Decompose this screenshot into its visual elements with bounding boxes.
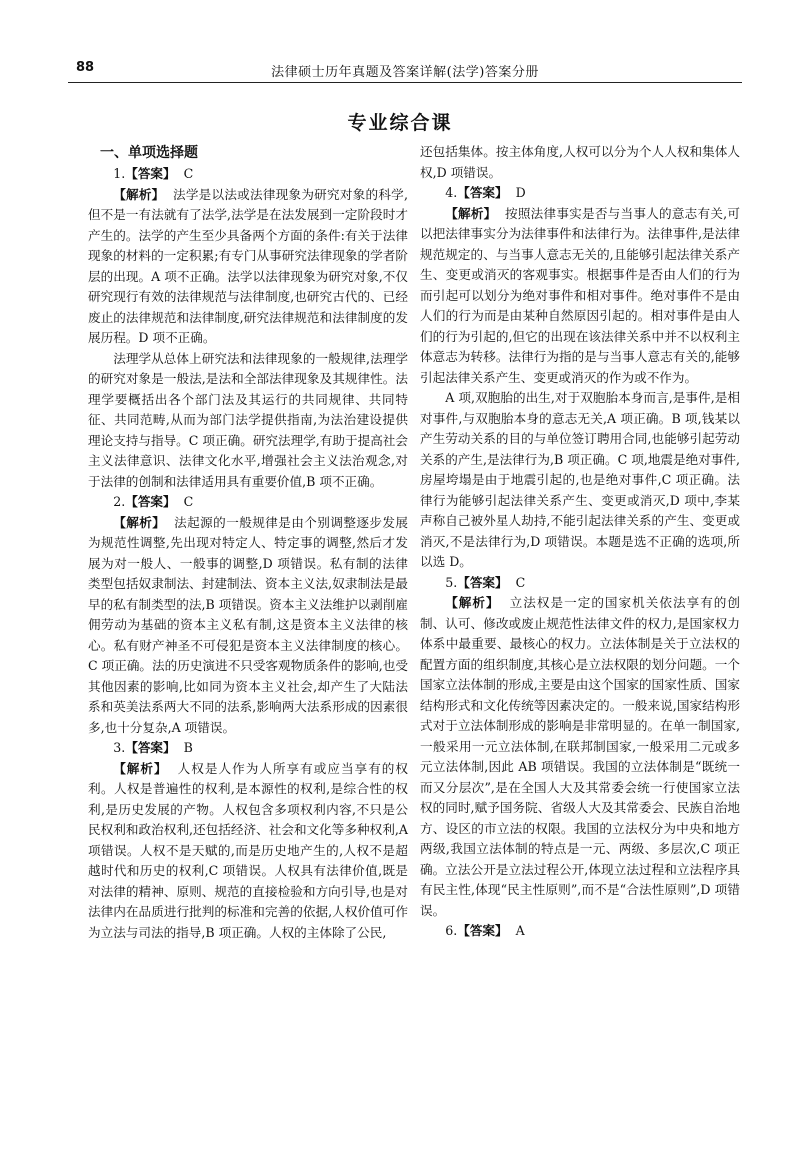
answer-value: D — [515, 185, 526, 200]
analysis-paragraph: 【解析】 按照法律事实是否与当事人的意志有关,可以把法律事实分为法律事件和法律行为。法律事件,是法律规范规定的、与当事人意志无关的,且能够引起法律关系产生、变更或消灭的客观事实。根据事件是否由人们的行为而引起可以划分为绝对事件和相对事件。绝对事件不是由人们的行为而是由某种自然原因引起的。相对事件是由人们的行为引起的,但它的出现在该法律关系中并不以权利主体意志为转移。法律行为指的是与当事人意志有关的,能够引起法律关系产生、变更或消灭的作为或不作为。 — [420, 205, 740, 385]
analysis-paragraph: 【解析】 法起源的一般规律是由个别调整逐步发展为规范性调整,先出现对特定人、特定事的调整,然后才发展为对一般人、一般事的调整,D 项错误。私有制的法律类型包括奴隶制法、封建制法、资本主义法,奴隶制法是最早的私有制类型的法,B 项错误。资本主义法维护以剥削雇佣劳动为基础的资本主义私有制,这是资本主义法律的核心。私有财产神圣不可侵犯是资本主义法律制度的核心。C 项正确。法的历史演进不只受客观物质条件的影响,也受其他因素的影响,比如同为资本主义社会,却产生了大陆法系和英美法系两大不同的法系,影响两大法系形成的因素很多,也十分复杂,A 项错误。 — [88, 514, 409, 735]
answer-line: 6.【答案】 A — [445, 923, 525, 938]
answer-value: B — [183, 740, 193, 755]
answer-line: 5.【答案】 C — [445, 574, 526, 590]
answer-line: 2.【答案】 C — [113, 494, 194, 509]
analysis-paragraph: 还包括集体。按主体角度,人权可以分为个人人权和集体人权,D 项错误。 — [420, 144, 740, 180]
answer-value: C — [183, 494, 194, 509]
analysis-paragraph: 法理学从总体上研究法和法律现象的一般规律,法理学的研究对象是一般法,是法和全部法律现象及其规律性。法理学要概括出各个部门法及其运行的共同规律、共同特征、共同范畴,从而为部门法学提供指南,为法治建设提供理论支持与指导。C 项正确。研究法理学,有助于提高社会主义法律意识、法律文化水平,增强社会主义法治观念,对于法律的创制和法律适用具有重要价值,B 项不正确。 — [88, 350, 408, 489]
page-title: 专业综合课 — [347, 112, 453, 134]
answer-line: 4.【答案】 D — [445, 185, 526, 200]
analysis-paragraph: 【解析】 人权是人作为人所享有或应当享有的权利。人权是普遍性的权利,是本源性的权利,是综合性的权利,是历史发展的产物。人权包含多项权利内容,不只是公民权利和政治权利,还包括经济、社会和文化等多种权利,A 项错误。人权不是天赋的,而是历史地产生的,人权不是超越时代和历史的权利,C 项错误。人权具有法律价值,既是对法律的精神、原则、规范的直接检验和方向引导,也是对法律内在品质进行批判的标准和完善的依据,人权价值可作为立法与司法的指导,B 项正确。人权的主体除了公民, — [88, 760, 409, 940]
analysis-paragraph: 【解析】 法学是以法或法律现象为研究对象的科学,但不是一有法就有了法学,法学是在法发展到一定阶段时才产生的。法学的产生至少具备两个方面的条件:有关于法律现象的材料的一定积累;有专门从事研究法律现象的学者阶层的出现。A 项不正确。法学以法律现象为研究对象,不仅研究现行有效的法律规范与法律制度,也研究古代的、已经废止的法律规范和法律制度,研究法律规范和法律制度的发展历程。D 项不正确。 — [88, 186, 408, 345]
answer-line: 1.【答案】 C — [113, 166, 194, 181]
answer-value: C — [183, 166, 194, 181]
running-title: 法律硕士历年真题及答案详解(法学)答案分册 — [271, 65, 539, 80]
section-title: 一、单项选择题 — [100, 145, 198, 161]
analysis-paragraph: A 项,双胞胎的出生,对于双胞胎本身而言,是事件,是相对事件,与双胞胎本身的意志无关,A 项正确。B 项,钱某以产生劳动关系的目的与单位签订聘用合同,也能够引起劳动关系的产生,是法律行为,B 项正确。C 项,地震是绝对事件,房屋垮塌是由于地震引起的,也是绝对事件,C 项正确。法律行为能够引起法律关系产生、变更或消灭,D 项中,李某声称自己被外星人劫持,不能引起法律关系的产生、变更或消灭,不是法律行为,D 项错误。本题是选不正确的选项,所以选 D。 — [420, 390, 740, 569]
page-number: 88 — [76, 60, 95, 75]
left-column — [88, 142, 408, 943]
answer-line: 3.【答案】 B — [113, 740, 193, 755]
answer-value: A — [515, 923, 525, 938]
page-header — [68, 60, 742, 83]
right-column — [420, 142, 740, 942]
answer-value: C — [515, 574, 526, 590]
analysis-paragraph: 【解析】 立法权是一定的国家机关依法享有的创制、认可、修改或废止规范性法律文件的权力,是国家权力体系中最重要、最核心的权力。立法体制是关于立法权的配置方面的组织制度,其核心是立法权限的划分问题。一个国家立法体制的形成,主要是由这个国家的国家性质、国家结构形式和文化传统等因素决定的。一般来说,国家结构形式对于立法体制形成的影响是非常明显的。在单一制国家,一般采用一元立法体制,在联邦制国家,一般采用二元或多元立法体制,因此 AB 项错误。我国的立法体制是“既统一而又分层次”,是在全国人大及其常委会统一行使国家立法权的同时,赋予国务院、省级人大及其常委会、民族自治地方、设区的市立法的权限。我国的立法权分为中央和地方两级,我国立法体制的特点是一元、两级、多层次,C 项正确。立法公开是立法过程公开,体现立法过程和立法程序具有民主性,体现“民主性原则”,而不是“合法性原则”,D 项错误。 — [420, 595, 741, 918]
